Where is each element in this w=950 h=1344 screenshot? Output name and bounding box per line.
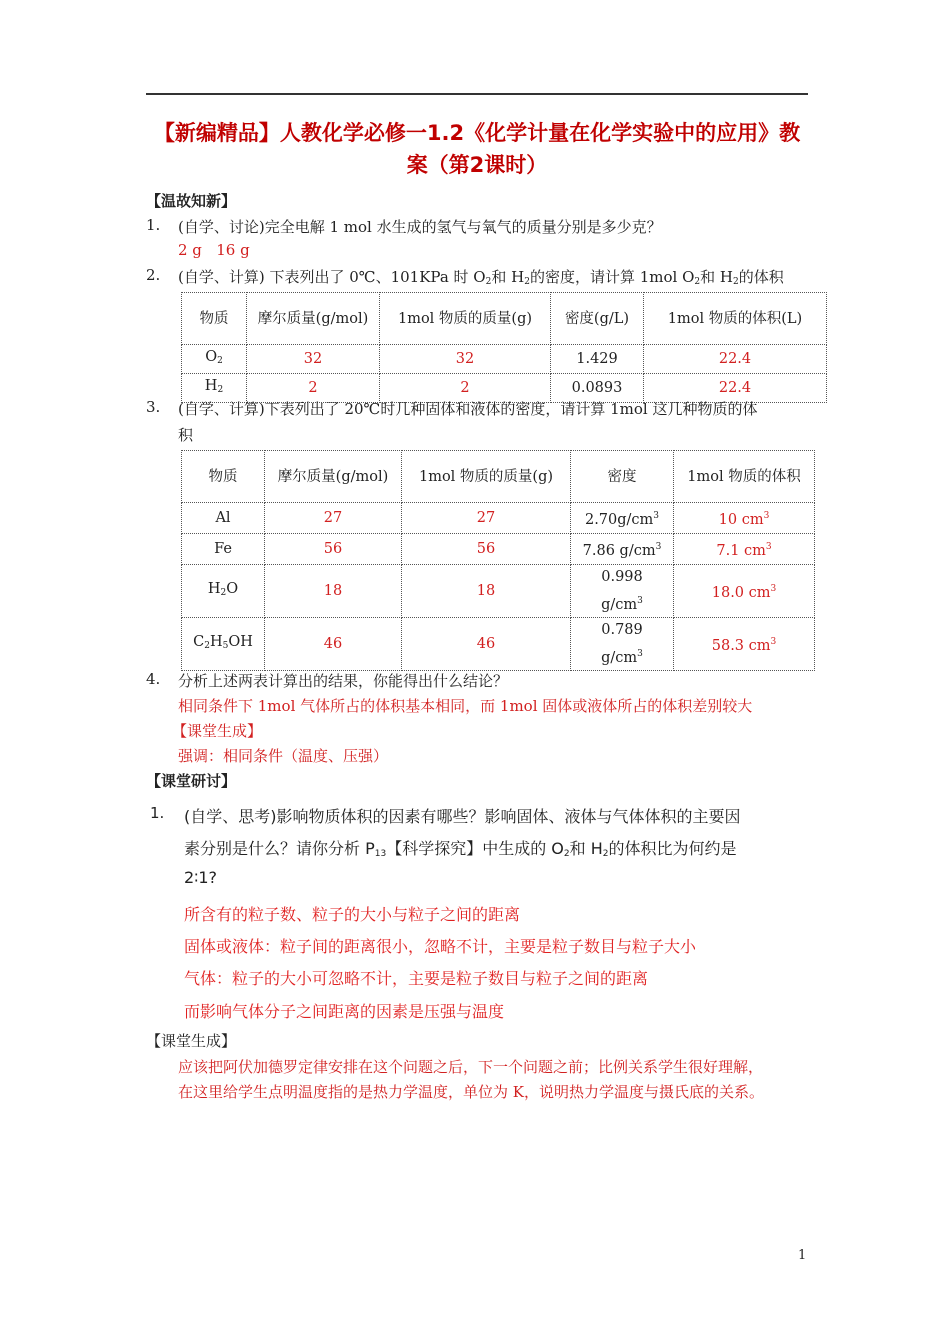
density-cell: 0.789 $g/cm^3$ [571, 618, 674, 671]
molar-mass-cell: 27 [265, 503, 402, 534]
r1-answer-4: 而影响气体分子之间距离的因素是压强与温度 [184, 1002, 505, 1021]
header-cell: 1mol 物质的体积(L) [644, 293, 827, 345]
table-header-row [182, 293, 827, 345]
q1-number: 1. [146, 216, 161, 234]
substance-cell: $H_2O$ [182, 565, 265, 618]
table-header-row [182, 451, 815, 503]
r1-answer-2: 固体或液体：粒子间的距离很小，忽略不计，主要是粒子数目与粒子大小 [184, 937, 697, 956]
solid-liquid-density-table [181, 450, 815, 671]
header-cell: 物质 [182, 451, 265, 503]
molar-mass-cell: 32 [247, 345, 380, 374]
table-row [182, 534, 815, 565]
substance-cell: $C_2H_5OH$ [182, 618, 265, 671]
density-cell: 7.86 $g/cm^3$ [571, 534, 674, 565]
density-cell: 0.0893 [551, 374, 644, 403]
mass-cell: 18 [402, 565, 571, 618]
q1-answer: 2 g 16 g [178, 241, 250, 259]
gas-density-table [181, 292, 827, 403]
header-cell: 1mol 物质的质量(g) [380, 293, 551, 345]
r1-answer-1: 所含有的粒子数、粒子的大小与粒子之间的距离 [184, 905, 521, 924]
q4-text: 分析上述两表计算出的结果，你能得出什么结论？ [178, 672, 509, 690]
header-cell: 物质 [182, 293, 247, 345]
q3-text-line1: (自学、计算)下表列出了 20℃时几种固体和液体的密度，请计算 1mol 这几种物质的体 [178, 400, 758, 418]
header-rule [146, 93, 808, 95]
q4-number: 4. [146, 670, 161, 688]
section-research: 【课堂研讨】 [146, 772, 237, 790]
molar-mass-cell: 56 [265, 534, 402, 565]
table-row [182, 565, 815, 618]
density-cell: 1.429 [551, 345, 644, 374]
q1-text: (自学、讨论)完全电解 1 mol 水生成的氢气与氧气的质量分别是多少克？ [178, 218, 662, 236]
q3-text-line2: 积 [178, 426, 194, 444]
density-cell: $2.70g/cm^3$ [571, 503, 674, 534]
volume-cell: 58.3 $cm^3$ [674, 618, 815, 671]
section-generation: 【课堂生成】 [146, 1032, 237, 1050]
q3-number: 3. [146, 398, 161, 416]
header-cell: 1mol 物质的体积 [674, 451, 815, 503]
header-cell: 摩尔质量(g/mol) [265, 451, 402, 503]
mass-cell: 2 [380, 374, 551, 403]
density-cell: 0.998 $g/cm^3$ [571, 565, 674, 618]
table-row [182, 345, 827, 374]
q4-answer: 相同条件下 1mol 气体所占的体积基本相同，而 1mol 固体或液体所占的体积差别较大 [178, 697, 753, 715]
page-number: 1 [798, 1248, 807, 1263]
substance-cell: $H_2$ [182, 374, 247, 403]
header-cell: 密度 [571, 451, 674, 503]
molar-mass-cell: 18 [265, 565, 402, 618]
table-row [182, 503, 815, 534]
q2-text: (自学、计算) 下表列出了 0℃、101KPa 时 $O_2$和 $H_2$的密度，请计算 1mol $O_2$和 $H_2$的体积 [178, 268, 784, 287]
header-cell: 1mol 物质的质量(g) [402, 451, 571, 503]
volume-cell: 18.0 $cm^3$ [674, 565, 815, 618]
document-title: 【新编精品】人教化学必修一1.2《化学计量在化学实验中的应用》教案（第2课时） [153, 121, 801, 177]
molar-mass-cell: 46 [265, 618, 402, 671]
header-cell: 摩尔质量(g/mol) [247, 293, 380, 345]
q2-number: 2. [146, 266, 161, 284]
r1-line3: 2∶1? [184, 868, 218, 887]
q4-generation-text: 强调：相同条件（温度、压强） [178, 747, 389, 765]
volume-cell: 7.1 $cm^3$ [674, 534, 815, 565]
r1-line1: (自学、思考)影响物质体积的因素有哪些？影响固体、液体与气体体积的主要因 [184, 807, 741, 826]
r1-number: 1. [150, 804, 165, 822]
r1-answer-3: 气体：粒子的大小可忽略不计，主要是粒子数目与粒子之间的距离 [184, 969, 649, 988]
mass-cell: 27 [402, 503, 571, 534]
mass-cell: 32 [380, 345, 551, 374]
volume-cell: 22.4 [644, 345, 827, 374]
section-review: 【温故知新】 [146, 192, 237, 210]
substance-cell: Al [182, 503, 265, 534]
volume-cell: 22.4 [644, 374, 827, 403]
generation-line2: 在这里给学生点明温度指的是热力学温度，单位为 K，说明热力学温度与摄氏底的关系。 [178, 1083, 764, 1101]
substance-cell: Fe [182, 534, 265, 565]
mass-cell: 56 [402, 534, 571, 565]
r1-line2: 素分别是什么？请你分析 $P_{13}$【科学探究】中生成的 $O_2$和 $H_2$的体积比为何约是 [184, 839, 737, 859]
molar-mass-cell: 2 [247, 374, 380, 403]
q4-generation-title: 【课堂生成】 [172, 722, 263, 740]
header-cell: 密度(g/L) [551, 293, 644, 345]
mass-cell: 46 [402, 618, 571, 671]
table-row [182, 618, 815, 671]
volume-cell: 10 $cm^3$ [674, 503, 815, 534]
substance-cell: $O_2$ [182, 345, 247, 374]
generation-line1: 应该把阿伏加德罗定律安排在这个问题之后，下一个问题之前；比例关系学生很好理解， [178, 1058, 764, 1076]
